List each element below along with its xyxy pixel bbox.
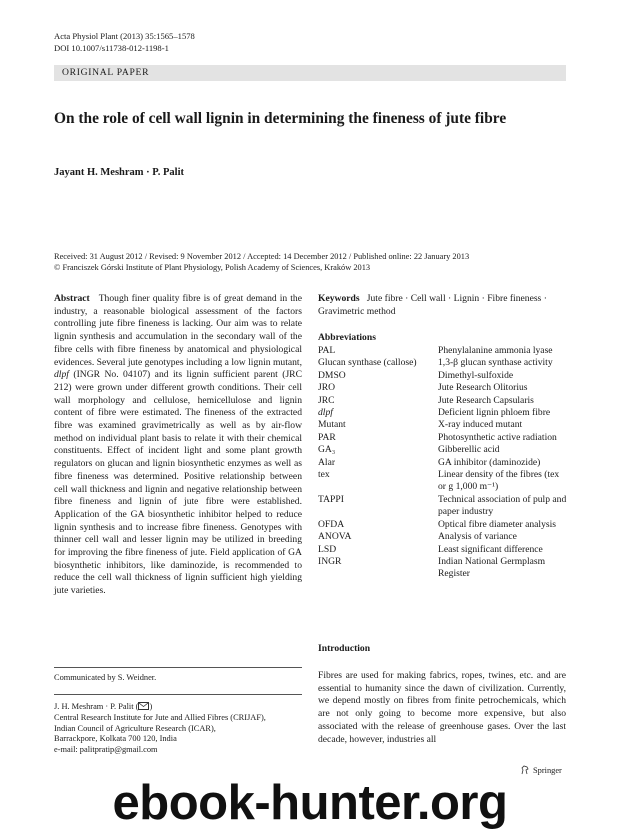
abbreviation-value: X-ray induced mutant [438,419,523,431]
abbreviation-value: Least significant difference [438,543,543,555]
publisher-name: Springer [533,765,562,775]
springer-horse-icon [520,765,530,775]
article-title: On the role of cell wall lignin in determining the fineness of jute fibre [54,110,507,127]
abbreviation-value: GA inhibitor (daminozide) [438,456,541,468]
abbreviation-key: LSD [318,543,337,555]
abbreviation-key: Mutant [318,419,346,431]
watermark: ebook-hunter.org [112,776,508,830]
abbreviation-row [318,370,568,382]
communicated-by: Communicated by S. Weidner. [54,673,157,682]
abbreviation-row [318,457,568,469]
envelope-icon [138,702,149,710]
abstract [54,293,302,598]
abbreviation-key: GA₃ [318,444,336,456]
abbreviation-row [318,345,568,357]
copyright: © Franciszek Górski Institute of Plant Physiology, Polish Academy of Sciences, Kraków 2013 [54,263,371,272]
abbreviation-row [318,544,568,556]
abbreviation-key: JRO [318,382,336,394]
abbreviation-row [318,531,568,543]
abbreviation-row [318,419,568,431]
abbreviation-key: DMSO [318,369,346,381]
article-dates [54,251,574,273]
section-band [54,65,566,81]
abbreviation-key: Alar [318,456,336,468]
affiliation-authors: J. H. Meshram · P. Palit [54,702,134,711]
abbreviation-row [318,357,568,369]
abbreviation-value: Optical fibre diameter analysis [438,518,557,530]
email[interactable]: e-mail: palitpratip@gmail.com [54,745,158,755]
abbreviation-key: Glucan synthase (callose) [318,357,417,369]
keywords-text: Jute fibre · Cell wall · Lignin · Fibre fineness · Gravimetric method [318,293,547,317]
abbreviation-key: OFDA [318,518,345,530]
abbreviation-row [318,395,568,407]
affiliation-line-1: Central Research Institute for Jute and Allied Fibres (CRIJAF), [54,712,266,722]
abbreviation-value: Jute Research Olitorius [438,382,528,394]
abbreviation-value: Gibberellic acid [438,444,500,456]
introduction-text: Fibres are used for making fabrics, ropes, twines, etc. and are essential to humanity since the dawn of civilization. Currently, we depend mostly on fibres from finite petrochemicals, which are not only going to become more expensive, but also associated with the release of greenhouse gases. Over the last decade, however, industries all [318,670,566,745]
abbreviation-key: INGR [318,555,342,567]
abbreviation-key: TAPPI [318,493,344,505]
abbreviations-list [318,345,568,581]
affiliation-authors-line: J. H. Meshram · P. Palit ( ) [54,702,153,711]
abbreviation-value: Linear density of the fibres (tex or g 1,000 m⁻¹) [438,469,560,493]
history-dates: Received: 31 August 2012 / Revised: 9 November 2012 / Accepted: 14 December 2012 / Published online: 22 January 2013 [54,252,470,261]
abstract-text-2: (INGR No. 04107) and its lignin sufficient parent (JRC 212) were grown under different growth conditions. Their cell wall morphology and cellulose, hemicellulose and lignin content of fibre were estimated. The fineness of the extracted fibre was examined gravimetrically as well as by air-flow method on individual plant basis to relate it with their chemical constituents. Effect of incident light and some plant growth regulators on glucan and lignin biosynthetic enzymes as well as fibre fineness was determined. Positive relationship between cell wall thickness and lignin and negative relationship between fibre fineness and lignin of jute fibre were established. Application of the GA biosynthetic inhibitor helped to reduce lignin synthesis and to increase fibre fineness. Genotypes with thinner cell wall and lesser lignin may be utilized in breeding for improving the fibre fineness of jute. Field application of GA biosynthetic inhibitors, like daminozide, is recommended to reduce the cell wall thickness of lignin sufficient high yielding jute varieties. [54,369,302,597]
affiliation-line-3: Barrackpore, Kolkata 700 120, India [54,734,177,744]
abbreviation-value: Deficient lignin phloem fibre [438,407,551,419]
abbreviation-row [318,407,568,419]
abbreviation-key: dlpf [318,407,333,419]
abbreviation-value: Analysis of variance [438,531,517,543]
abbreviation-row [318,519,568,531]
abstract-mutant: dlpf [54,369,69,381]
section-label: ORIGINAL PAPER [62,67,150,78]
abbreviations-heading: Abbreviations [318,332,376,343]
doi[interactable]: DOI 10.1007/s11738-012-1198-1 [54,42,169,53]
footnote-rule-2 [54,694,302,695]
abbreviation-value: Photosynthetic active radiation [438,431,557,443]
abbreviation-row [318,432,568,444]
publisher-logo [520,765,562,775]
abbreviation-value: Indian National Germplasm Register [438,555,546,580]
abbreviation-value: 1,3-β glucan synthase activity [438,357,553,369]
abbreviation-key: PAR [318,431,336,443]
affiliation-line-2: Indian Council of Agriculture Research (ICAR), [54,723,216,733]
abbreviation-key: tex [318,469,330,481]
abbreviation-row [318,382,568,394]
footnote-rule [54,667,302,668]
abbreviation-row [318,494,568,519]
abbreviation-key: JRC [318,394,335,406]
abbreviation-row [318,469,568,494]
abstract-text-1: Though finer quality fibre is of great demand in the industry, a reasonable biological assessment of the factors controlling jute fibre fineness is lacking. Our aim was to relate lignin synthesis and accumulation in the secondary wall of the fibre cells with fibre fineness by anatomical and physiological evidences. Several jute genotypes including a low lignin mutant, [54,293,302,368]
abbreviation-value: Technical association of pulp and paper industry [438,493,567,518]
affiliation [54,702,304,756]
abbreviation-value: Dimethyl-sulfoxide [438,369,514,381]
abbreviation-row [318,556,568,581]
abstract-heading: Abstract [54,293,90,304]
keywords-heading: Keywords [318,293,360,304]
introduction-heading: Introduction [318,643,371,654]
journal-citation: Acta Physiol Plant (2013) 35:1565–1578 [54,31,195,41]
abbreviation-row [318,444,568,456]
abbreviation-value: Phenylalanine ammonia lyase [438,345,553,356]
abbreviation-key: ANOVA [318,531,352,543]
article-authors: Jayant H. Meshram · P. Palit [54,167,184,178]
keywords [318,293,566,318]
abbreviation-key: PAL [318,345,336,356]
abbreviation-value: Jute Research Capsularis [438,394,534,406]
journal-meta [54,31,195,54]
